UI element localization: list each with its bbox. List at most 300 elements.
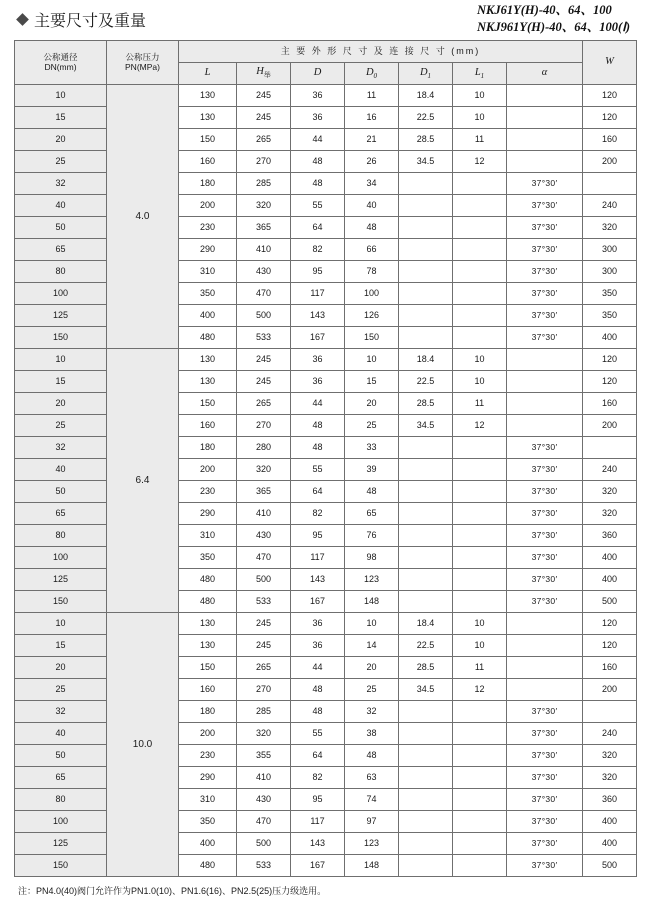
cell-weight: 200 <box>583 415 637 437</box>
cell-l: 180 <box>179 437 237 459</box>
cell-dn: 25 <box>15 151 107 173</box>
cell-d1 <box>399 833 453 855</box>
cell-h: 265 <box>237 129 291 151</box>
cell-weight: 200 <box>583 151 637 173</box>
col-header-l: L <box>179 63 237 85</box>
cell-weight: 350 <box>583 305 637 327</box>
cell-d1: 18.4 <box>399 349 453 371</box>
cell-l: 150 <box>179 393 237 415</box>
cell-d0: 20 <box>345 393 399 415</box>
cell-alpha <box>507 657 583 679</box>
cell-alpha <box>507 129 583 151</box>
cell-h: 365 <box>237 481 291 503</box>
cell-d1 <box>399 481 453 503</box>
cell-l1: 10 <box>453 371 507 393</box>
cell-l1 <box>453 261 507 283</box>
cell-d0: 65 <box>345 503 399 525</box>
cell-d0: 63 <box>345 767 399 789</box>
cell-d0: 78 <box>345 261 399 283</box>
cell-dn: 125 <box>15 569 107 591</box>
cell-l1 <box>453 195 507 217</box>
cell-d0: 150 <box>345 327 399 349</box>
cell-d1 <box>399 767 453 789</box>
cell-l: 130 <box>179 85 237 107</box>
cell-d: 64 <box>291 217 345 239</box>
cell-weight: 500 <box>583 855 637 877</box>
cell-d0: 39 <box>345 459 399 481</box>
col-header-weight: W <box>583 41 637 85</box>
cell-weight: 160 <box>583 129 637 151</box>
cell-alpha: 37°30′ <box>507 327 583 349</box>
cell-d1: 22.5 <box>399 371 453 393</box>
cell-dn: 40 <box>15 195 107 217</box>
cell-d0: 26 <box>345 151 399 173</box>
cell-l: 130 <box>179 107 237 129</box>
cell-d: 36 <box>291 635 345 657</box>
cell-l1: 11 <box>453 393 507 415</box>
cell-l1 <box>453 789 507 811</box>
cell-l1: 12 <box>453 679 507 701</box>
cell-h: 245 <box>237 107 291 129</box>
cell-l1 <box>453 767 507 789</box>
cell-d0: 48 <box>345 481 399 503</box>
cell-h: 500 <box>237 833 291 855</box>
cell-dn: 65 <box>15 503 107 525</box>
cell-d: 117 <box>291 283 345 305</box>
cell-d0: 10 <box>345 613 399 635</box>
table-row <box>15 613 637 635</box>
cell-dn: 10 <box>15 613 107 635</box>
cell-d: 44 <box>291 393 345 415</box>
cell-h: 410 <box>237 239 291 261</box>
cell-weight: 120 <box>583 635 637 657</box>
cell-l1: 11 <box>453 657 507 679</box>
cell-weight: 120 <box>583 371 637 393</box>
cell-weight: 240 <box>583 723 637 745</box>
cell-l1: 12 <box>453 415 507 437</box>
cell-d0: 25 <box>345 679 399 701</box>
cell-d1: 34.5 <box>399 151 453 173</box>
cell-d: 143 <box>291 833 345 855</box>
cell-d0: 48 <box>345 217 399 239</box>
cell-d: 64 <box>291 745 345 767</box>
col-header-group-dimensions: 主 要 外 形 尺 寸 及 连 接 尺 寸 (mm) <box>179 41 583 63</box>
cell-d1: 18.4 <box>399 613 453 635</box>
cell-dn: 50 <box>15 745 107 767</box>
cell-alpha <box>507 85 583 107</box>
cell-d: 82 <box>291 239 345 261</box>
cell-l1 <box>453 503 507 525</box>
cell-d: 82 <box>291 767 345 789</box>
cell-alpha: 37°30′ <box>507 195 583 217</box>
cell-h: 533 <box>237 591 291 613</box>
cell-d0: 20 <box>345 657 399 679</box>
cell-l: 130 <box>179 349 237 371</box>
cell-l1 <box>453 591 507 613</box>
cell-h: 280 <box>237 437 291 459</box>
cell-alpha <box>507 151 583 173</box>
page-title <box>18 8 146 31</box>
cell-d1 <box>399 701 453 723</box>
cell-d0: 126 <box>345 305 399 327</box>
cell-d0: 11 <box>345 85 399 107</box>
cell-l: 200 <box>179 459 237 481</box>
cell-weight: 400 <box>583 569 637 591</box>
col-header-l1: $L_1$ <box>453 63 507 85</box>
cell-d1 <box>399 437 453 459</box>
cell-l1 <box>453 459 507 481</box>
cell-d: 44 <box>291 657 345 679</box>
cell-weight: 320 <box>583 481 637 503</box>
cell-h: 320 <box>237 723 291 745</box>
cell-alpha: 37°30′ <box>507 591 583 613</box>
cell-l1 <box>453 811 507 833</box>
cell-d0: 148 <box>345 591 399 613</box>
cell-dn: 20 <box>15 657 107 679</box>
cell-l: 230 <box>179 481 237 503</box>
cell-d0: 25 <box>345 415 399 437</box>
cell-alpha: 37°30′ <box>507 833 583 855</box>
cell-d0: 123 <box>345 833 399 855</box>
cell-h: 500 <box>237 305 291 327</box>
cell-l: 130 <box>179 371 237 393</box>
cell-d0: 40 <box>345 195 399 217</box>
cell-d: 48 <box>291 173 345 195</box>
cell-l: 480 <box>179 591 237 613</box>
cell-d0: 10 <box>345 349 399 371</box>
cell-l1 <box>453 525 507 547</box>
cell-d0: 74 <box>345 789 399 811</box>
cell-d0: 148 <box>345 855 399 877</box>
cell-d: 167 <box>291 327 345 349</box>
cell-alpha: 37°30′ <box>507 261 583 283</box>
diamond-icon <box>16 13 29 26</box>
cell-l: 160 <box>179 151 237 173</box>
cell-d1 <box>399 459 453 481</box>
cell-d0: 76 <box>345 525 399 547</box>
cell-d1: 18.4 <box>399 85 453 107</box>
cell-d1 <box>399 547 453 569</box>
cell-weight: 120 <box>583 107 637 129</box>
cell-dn: 20 <box>15 129 107 151</box>
cell-l1 <box>453 239 507 261</box>
cell-d: 143 <box>291 569 345 591</box>
cell-dn: 100 <box>15 811 107 833</box>
cell-weight: 300 <box>583 239 637 261</box>
cell-l: 400 <box>179 833 237 855</box>
cell-h: 533 <box>237 855 291 877</box>
cell-weight: 320 <box>583 503 637 525</box>
cell-l: 400 <box>179 305 237 327</box>
table-header-row-1 <box>15 41 637 63</box>
cell-alpha: 37°30′ <box>507 569 583 591</box>
cell-h: 470 <box>237 547 291 569</box>
cell-h: 430 <box>237 789 291 811</box>
cell-weight: 160 <box>583 657 637 679</box>
cell-weight: 400 <box>583 833 637 855</box>
cell-d1 <box>399 745 453 767</box>
cell-dn: 10 <box>15 349 107 371</box>
cell-d: 55 <box>291 723 345 745</box>
cell-d: 48 <box>291 151 345 173</box>
cell-dn: 125 <box>15 305 107 327</box>
cell-h: 533 <box>237 327 291 349</box>
cell-dn: 150 <box>15 855 107 877</box>
cell-l: 350 <box>179 283 237 305</box>
cell-d: 167 <box>291 591 345 613</box>
cell-d: 117 <box>291 547 345 569</box>
cell-pn: 10.0 <box>107 613 179 877</box>
cell-dn: 150 <box>15 327 107 349</box>
cell-d1 <box>399 195 453 217</box>
cell-dn: 80 <box>15 525 107 547</box>
col-header-d0: $D_0$ <box>345 63 399 85</box>
cell-l: 310 <box>179 525 237 547</box>
cell-weight: 500 <box>583 591 637 613</box>
cell-d: 95 <box>291 525 345 547</box>
col-header-dn-line1: 公称通径 <box>43 51 78 62</box>
table-row <box>15 85 637 107</box>
table-head <box>15 41 637 85</box>
cell-h: 320 <box>237 459 291 481</box>
cell-h: 355 <box>237 745 291 767</box>
page-title-text: 主要尺寸及重量 <box>34 13 147 30</box>
cell-h: 365 <box>237 217 291 239</box>
dimensions-table <box>14 40 637 877</box>
cell-l: 150 <box>179 129 237 151</box>
cell-d0: 33 <box>345 437 399 459</box>
cell-weight: 360 <box>583 789 637 811</box>
cell-h: 470 <box>237 283 291 305</box>
cell-alpha: 37°30′ <box>507 767 583 789</box>
cell-l: 130 <box>179 635 237 657</box>
cell-alpha <box>507 393 583 415</box>
cell-l1: 10 <box>453 613 507 635</box>
cell-alpha: 37°30′ <box>507 547 583 569</box>
cell-dn: 80 <box>15 261 107 283</box>
cell-l1 <box>453 723 507 745</box>
cell-weight: 320 <box>583 745 637 767</box>
cell-l: 290 <box>179 503 237 525</box>
cell-d: 48 <box>291 437 345 459</box>
cell-dn: 65 <box>15 239 107 261</box>
cell-l: 350 <box>179 811 237 833</box>
cell-alpha <box>507 679 583 701</box>
cell-l: 230 <box>179 745 237 767</box>
cell-weight: 120 <box>583 613 637 635</box>
cell-d: 36 <box>291 371 345 393</box>
cell-d: 44 <box>291 129 345 151</box>
cell-l: 160 <box>179 415 237 437</box>
cell-h: 410 <box>237 767 291 789</box>
cell-l1 <box>453 173 507 195</box>
cell-dn: 50 <box>15 481 107 503</box>
cell-alpha: 37°30′ <box>507 437 583 459</box>
cell-weight <box>583 437 637 459</box>
cell-l: 150 <box>179 657 237 679</box>
cell-l: 480 <box>179 569 237 591</box>
cell-weight: 320 <box>583 767 637 789</box>
cell-d: 64 <box>291 481 345 503</box>
cell-dn: 100 <box>15 547 107 569</box>
cell-weight: 120 <box>583 85 637 107</box>
cell-d0: 66 <box>345 239 399 261</box>
model-line-2: NKJ961Y(H)-40、64、100(Ⅰ) <box>477 20 630 34</box>
cell-d1: 22.5 <box>399 107 453 129</box>
cell-l: 160 <box>179 679 237 701</box>
cell-d0: 38 <box>345 723 399 745</box>
cell-h: 410 <box>237 503 291 525</box>
cell-h: 285 <box>237 173 291 195</box>
cell-alpha: 37°30′ <box>507 283 583 305</box>
cell-h: 265 <box>237 393 291 415</box>
cell-d0: 123 <box>345 569 399 591</box>
col-header-pn <box>107 41 179 85</box>
col-header-d: D <box>291 63 345 85</box>
cell-d1 <box>399 591 453 613</box>
cell-weight: 240 <box>583 195 637 217</box>
cell-pn: 6.4 <box>107 349 179 613</box>
col-header-d1: $D_1$ <box>399 63 453 85</box>
cell-d: 95 <box>291 789 345 811</box>
footer-note: 注：PN4.0(40)阀门允许作为PN1.0(10)、PN1.6(16)、PN2.5(25)压力级选用。 <box>18 886 327 896</box>
cell-d1: 28.5 <box>399 393 453 415</box>
cell-l1 <box>453 217 507 239</box>
cell-alpha <box>507 415 583 437</box>
model-line-1: NKJ61Y(H)-40、64、100 <box>477 3 612 17</box>
cell-l: 310 <box>179 789 237 811</box>
cell-weight: 350 <box>583 283 637 305</box>
cell-d1 <box>399 811 453 833</box>
cell-alpha: 37°30′ <box>507 745 583 767</box>
cell-alpha: 37°30′ <box>507 173 583 195</box>
cell-alpha: 37°30′ <box>507 305 583 327</box>
cell-d: 55 <box>291 195 345 217</box>
cell-weight: 400 <box>583 327 637 349</box>
cell-alpha: 37°30′ <box>507 525 583 547</box>
cell-d: 117 <box>291 811 345 833</box>
cell-l1 <box>453 305 507 327</box>
cell-l1 <box>453 745 507 767</box>
cell-d: 82 <box>291 503 345 525</box>
cell-l1: 10 <box>453 349 507 371</box>
page-header <box>14 0 636 40</box>
cell-d: 36 <box>291 349 345 371</box>
cell-d1 <box>399 855 453 877</box>
cell-alpha <box>507 613 583 635</box>
col-header-pn-line2: PN(MPa) <box>125 61 160 72</box>
cell-h: 470 <box>237 811 291 833</box>
cell-pn: 4.0 <box>107 85 179 349</box>
cell-l: 290 <box>179 239 237 261</box>
cell-weight: 300 <box>583 261 637 283</box>
cell-l: 200 <box>179 195 237 217</box>
cell-l1 <box>453 855 507 877</box>
cell-d0: 34 <box>345 173 399 195</box>
cell-l: 200 <box>179 723 237 745</box>
cell-d: 36 <box>291 85 345 107</box>
cell-dn: 50 <box>15 217 107 239</box>
cell-alpha: 37°30′ <box>507 503 583 525</box>
cell-d: 48 <box>291 679 345 701</box>
cell-l1: 10 <box>453 107 507 129</box>
cell-dn: 25 <box>15 415 107 437</box>
cell-l: 130 <box>179 613 237 635</box>
cell-l1 <box>453 569 507 591</box>
cell-dn: 25 <box>15 679 107 701</box>
cell-d0: 98 <box>345 547 399 569</box>
cell-l1: 12 <box>453 151 507 173</box>
cell-d1 <box>399 173 453 195</box>
cell-d: 143 <box>291 305 345 327</box>
table-body <box>15 85 637 877</box>
cell-alpha: 37°30′ <box>507 701 583 723</box>
col-header-dn <box>15 41 107 85</box>
cell-alpha: 37°30′ <box>507 481 583 503</box>
cell-d0: 16 <box>345 107 399 129</box>
cell-d0: 97 <box>345 811 399 833</box>
cell-weight <box>583 173 637 195</box>
cell-dn: 32 <box>15 437 107 459</box>
cell-d1: 34.5 <box>399 415 453 437</box>
cell-d: 95 <box>291 261 345 283</box>
cell-alpha: 37°30′ <box>507 239 583 261</box>
cell-l: 480 <box>179 855 237 877</box>
cell-l: 350 <box>179 547 237 569</box>
cell-alpha <box>507 349 583 371</box>
cell-l: 180 <box>179 701 237 723</box>
cell-h: 245 <box>237 349 291 371</box>
cell-d1: 28.5 <box>399 129 453 151</box>
cell-alpha: 37°30′ <box>507 217 583 239</box>
cell-l: 230 <box>179 217 237 239</box>
cell-l1 <box>453 701 507 723</box>
col-header-alpha: α <box>507 63 583 85</box>
cell-d0: 15 <box>345 371 399 393</box>
cell-d1: 34.5 <box>399 679 453 701</box>
cell-dn: 32 <box>15 173 107 195</box>
cell-h: 430 <box>237 261 291 283</box>
cell-l: 310 <box>179 261 237 283</box>
cell-l1 <box>453 327 507 349</box>
cell-dn: 32 <box>15 701 107 723</box>
cell-d1 <box>399 723 453 745</box>
cell-weight: 120 <box>583 349 637 371</box>
cell-l: 480 <box>179 327 237 349</box>
cell-dn: 150 <box>15 591 107 613</box>
cell-h: 270 <box>237 679 291 701</box>
cell-dn: 125 <box>15 833 107 855</box>
cell-l: 180 <box>179 173 237 195</box>
cell-dn: 40 <box>15 459 107 481</box>
cell-d1 <box>399 261 453 283</box>
cell-dn: 15 <box>15 371 107 393</box>
cell-weight: 400 <box>583 811 637 833</box>
cell-weight: 400 <box>583 547 637 569</box>
cell-d: 48 <box>291 415 345 437</box>
cell-dn: 65 <box>15 767 107 789</box>
cell-l: 290 <box>179 767 237 789</box>
cell-d1 <box>399 503 453 525</box>
cell-weight <box>583 701 637 723</box>
cell-alpha: 37°30′ <box>507 723 583 745</box>
cell-d1 <box>399 569 453 591</box>
cell-d: 48 <box>291 701 345 723</box>
cell-l1 <box>453 283 507 305</box>
cell-d: 55 <box>291 459 345 481</box>
cell-l1: 10 <box>453 85 507 107</box>
cell-h: 245 <box>237 635 291 657</box>
